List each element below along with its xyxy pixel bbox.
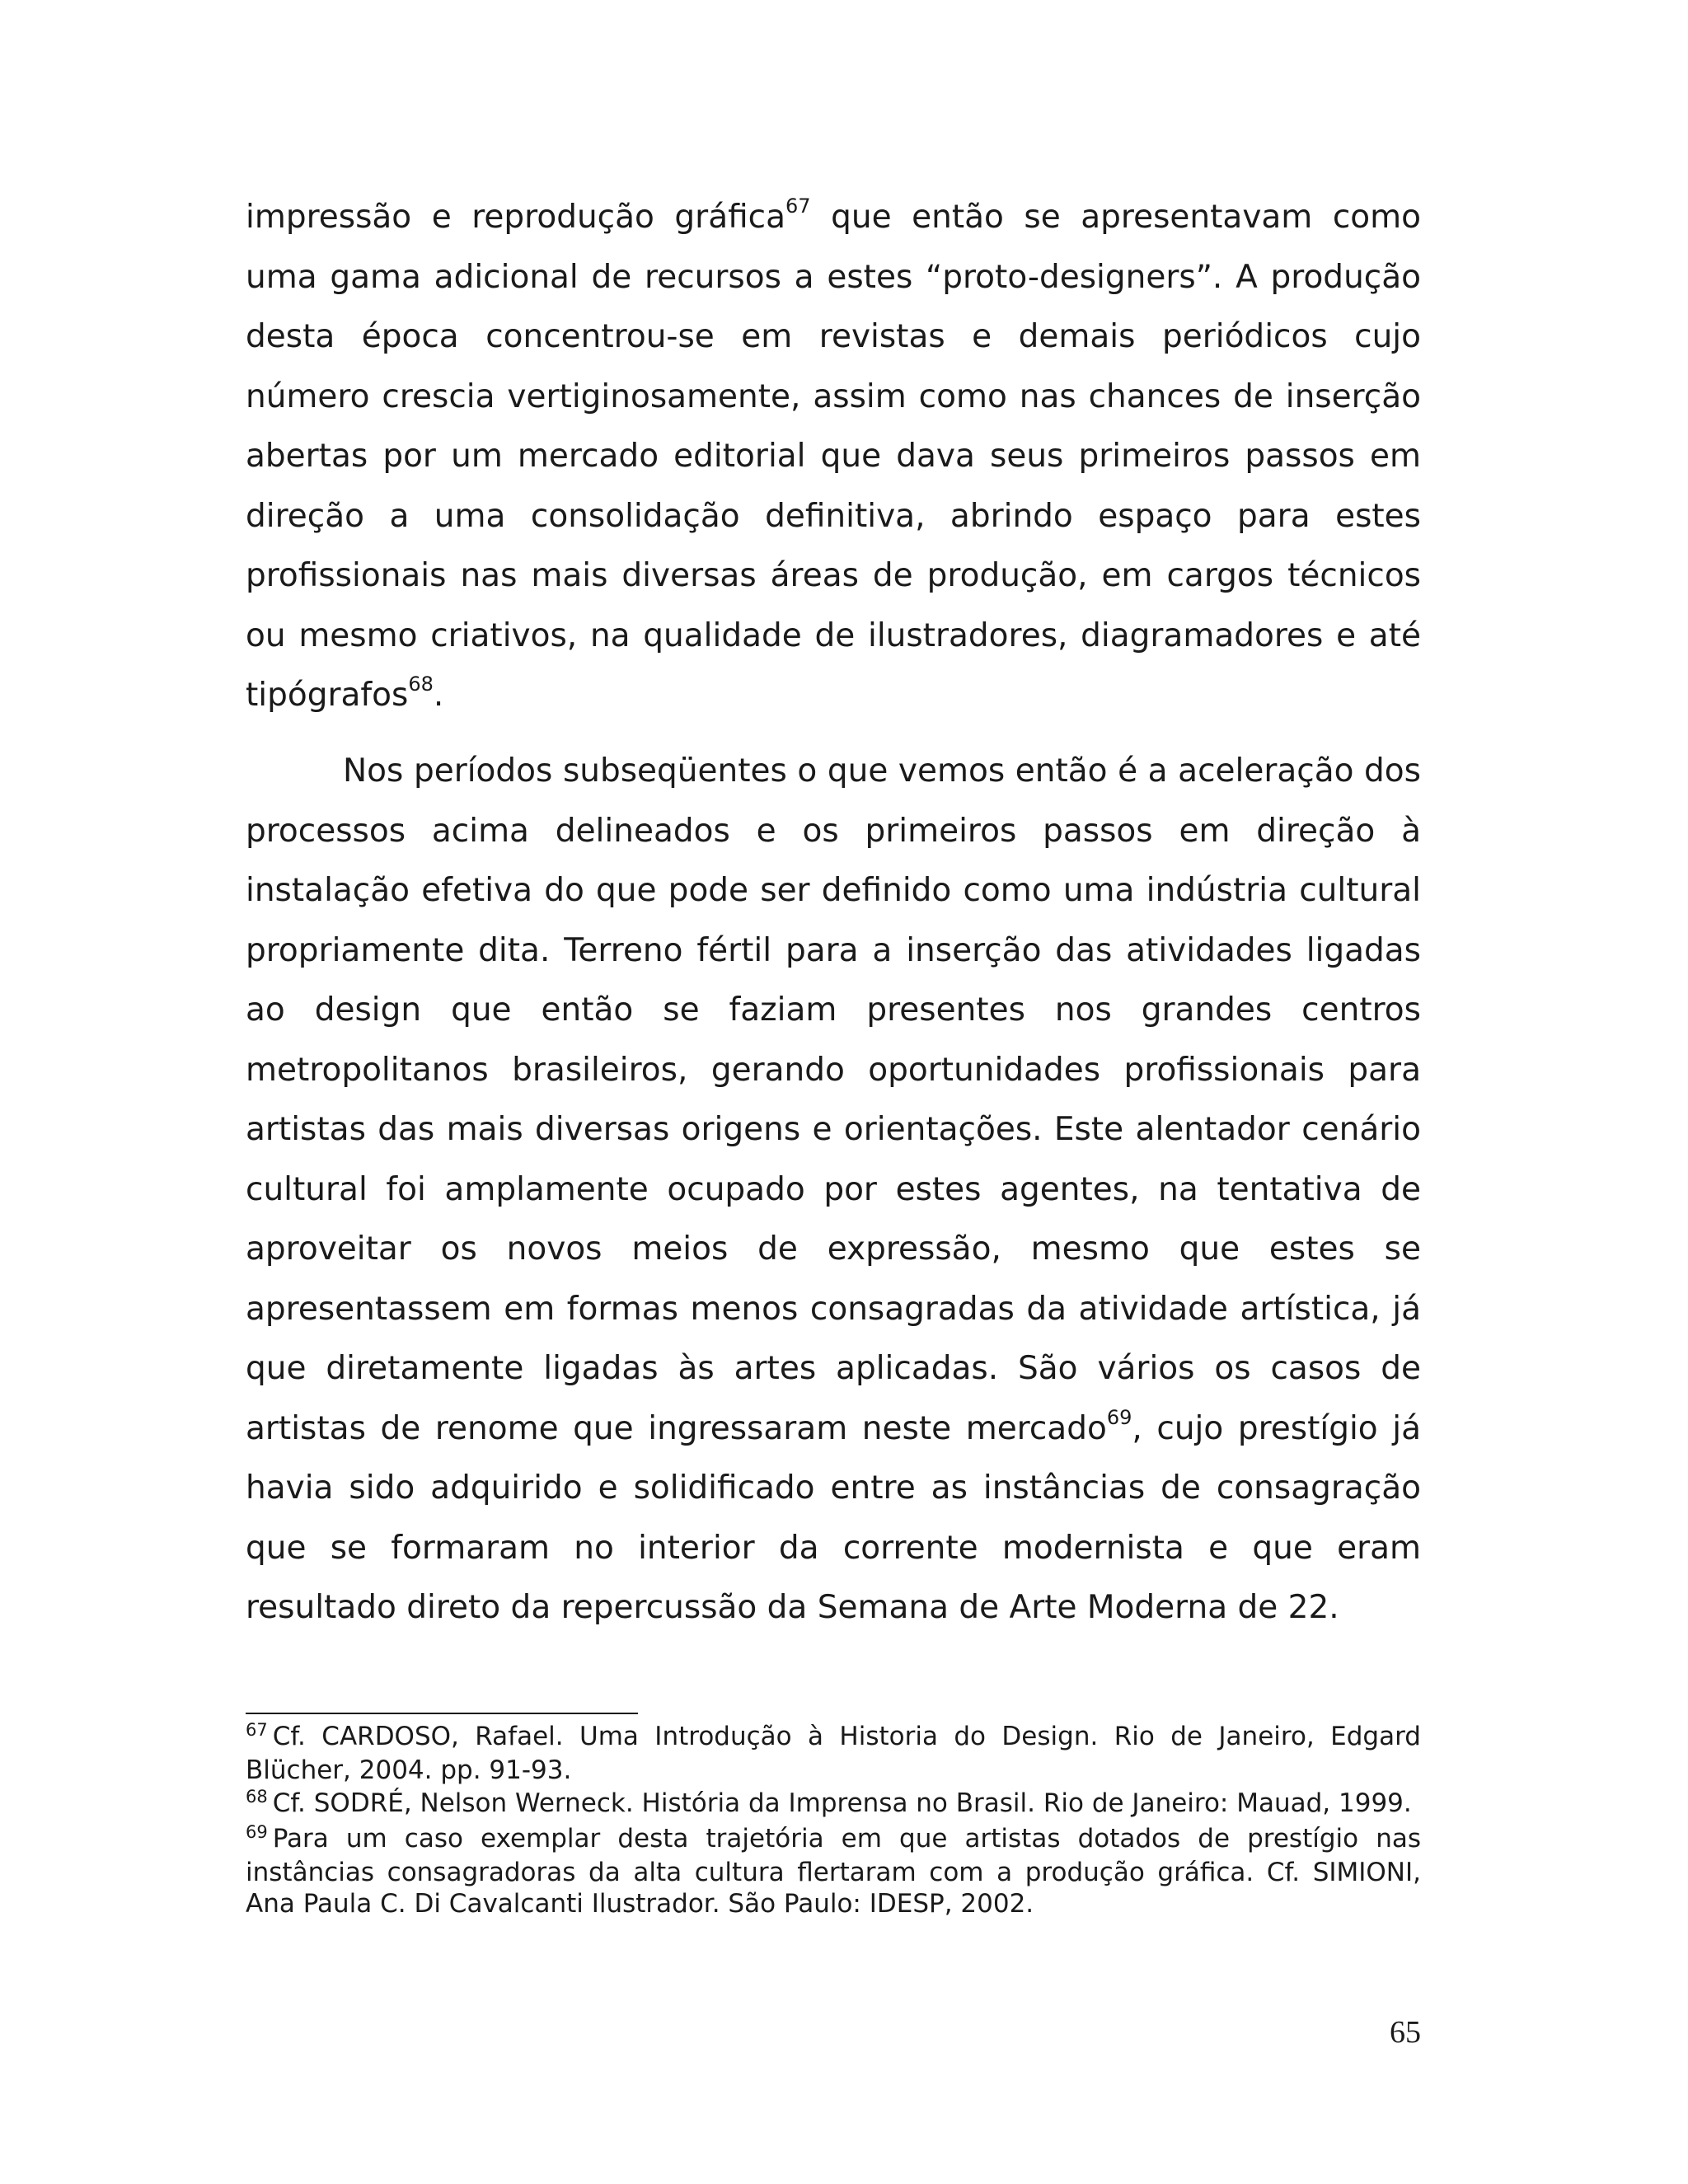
footnote-number: 68 xyxy=(246,1787,268,1807)
footnote-text: Cf. CARDOSO, Rafael. Uma Introdução à Historia do Design. Rio de Janeiro, Edgard Blücher, 2004. pp. 91-93. xyxy=(246,1722,1421,1785)
footnote-ref-68[interactable]: 68 xyxy=(408,673,434,696)
footnote-ref-67[interactable]: 67 xyxy=(785,194,811,218)
footnote-number: 67 xyxy=(246,1720,268,1740)
paragraph-2-text-b: , cujo prestígio já havia sido adquirido e solidificado entre as instâncias de consagração que se formaram no interior da corrente modernista e que eram resultado direto da repercussão da Semana de Arte Moderna de 22. xyxy=(246,1409,1421,1626)
footnote-69 xyxy=(246,1823,1421,1919)
footnote-67 xyxy=(246,1721,1421,1786)
footnote-ref-69[interactable]: 69 xyxy=(1106,1405,1132,1429)
page-number: 65 xyxy=(1390,2015,1421,2050)
paragraph-1-text-b: que então se apresentavam como uma gama adicional de recursos a estes “proto-designers”. A produção desta época concentrou-se em revistas e demais periódicos cujo número crescia vertiginosamente, assim como nas chances de inserção abertas por um mercado editorial que dava seus primeiros passos em direção a uma consolidação definitiva, abrindo espaço para estes profissionais nas mais diversas áreas de produção, em cargos técnicos ou mesmo criativos, na qualidade de ilustradores, diagramadores e até tipógrafos xyxy=(246,199,1421,714)
footnotes xyxy=(246,1721,1421,1921)
footnote-separator xyxy=(246,1713,638,1714)
footnote-text: Para um caso exemplar desta trajetória em que artistas dotados de prestígio nas instâncias consagradoras da alta cultura flertaram com a produção gráfica. Cf. SIMIONI, Ana Paula C. Di Cavalcanti Ilustrador. São Paulo: IDESP, 2002. xyxy=(246,1824,1421,1919)
paragraph-1-text-c: . xyxy=(433,677,444,714)
paragraph-1-text-a: impressão e reprodução gráfica xyxy=(246,199,786,236)
footnote-number: 69 xyxy=(246,1822,268,1842)
body-paragraph-1 xyxy=(246,188,1421,726)
footnote-68 xyxy=(246,1788,1421,1821)
body-paragraph-2 xyxy=(246,742,1421,1638)
footnote-text: Cf. SODRÉ, Nelson Werneck. História da Imprensa no Brasil. Rio de Janeiro: Mauad, 1999. xyxy=(272,1788,1412,1818)
paragraph-2-text-a: Nos períodos subseqüentes o que vemos então é a aceleração dos processos acima delineados e os primeiros passos em direção à instalação efetiva do que pode ser definido como uma indústria cultural propriamente dita. Terreno fértil para a inserção das atividades ligadas ao design que então se faziam presentes nos grandes centros metropolitanos brasileiros, gerando oportunidades profissionais para artistas das mais diversas origens e orientações. Este alentador cenário cultural foi amplamente ocupado por estes agentes, na tentativa de aproveitar os novos meios de expressão, mesmo que estes se apresentassem em formas menos consagradas da atividade artística, já que diretamente ligadas às artes aplicadas. São vários os casos de artistas de renome que ingressaram neste mercado xyxy=(246,752,1421,1447)
